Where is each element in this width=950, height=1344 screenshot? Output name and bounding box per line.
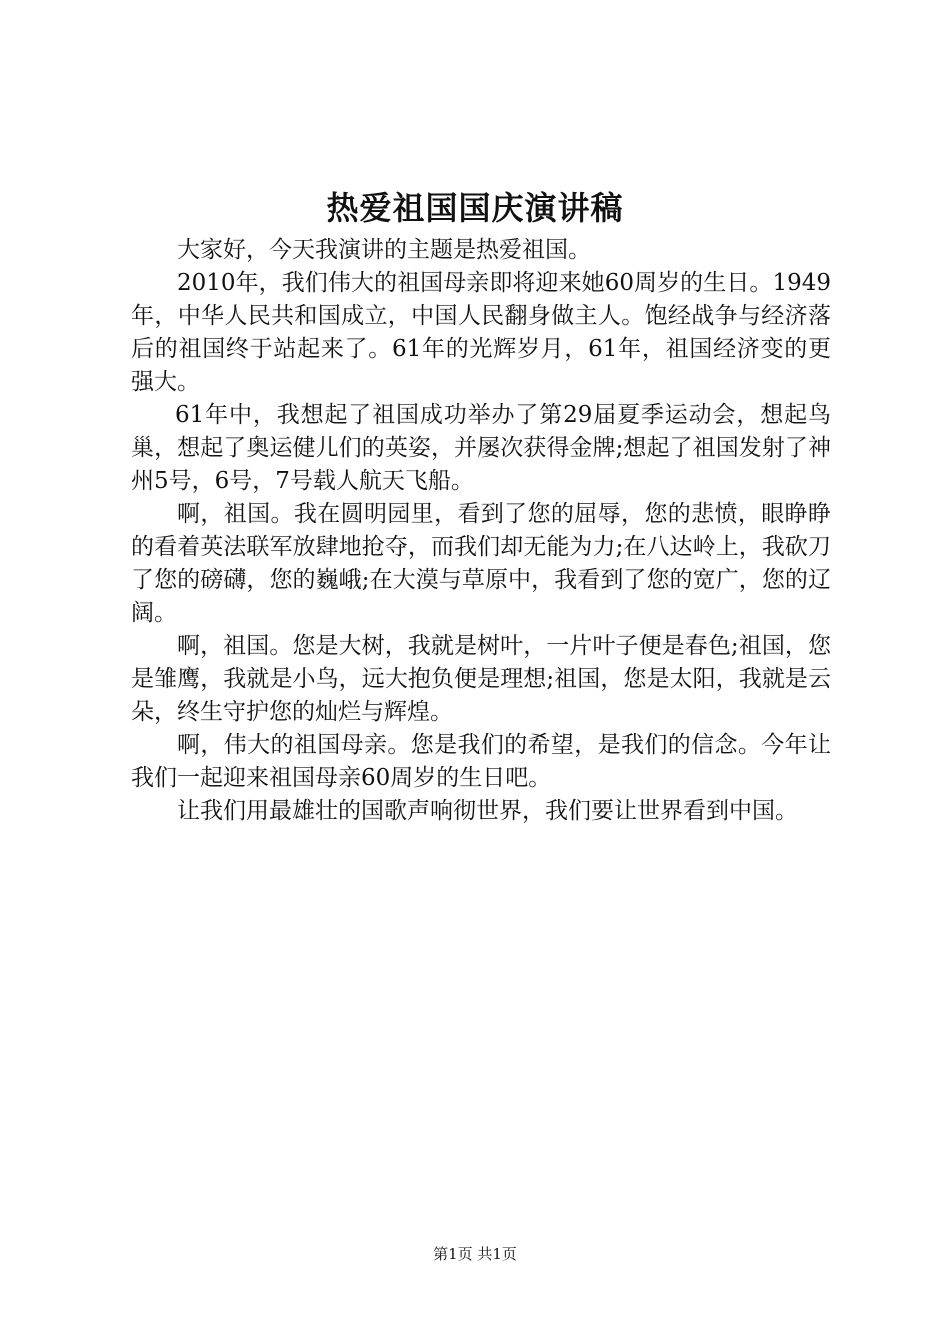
- paragraph-anthem: 让我们用最雄壮的国歌声响彻世界，我们要让世界看到中国。: [177, 798, 798, 824]
- paragraph-greeting: 大家好，今天我演讲的主题是热爱祖国。: [177, 237, 591, 263]
- paragraph-61-years: 61年中，我想起了祖国成功举办了第29届夏季运动会，想起鸟巢，想起了奥运健儿们的英姿，并屡次获得金牌;想起了祖国发射了神州5号，6号，7号载人航天飞船。: [131, 402, 831, 494]
- paragraph-yuanmingyuan: 啊，祖国。我在圆明园里，看到了您的屈辱，您的悲愤，眼睁睁的看着英法联军放肆地抢夺，而我们却无能为力;在八达岭上，我砍刀了您的磅礴，您的巍峨;在大漠与草原中，我看到了您的宽广，您的辽阔。: [131, 501, 831, 626]
- paragraph-2010: 2010年，我们伟大的祖国母亲即将迎来她60周岁的生日。1949年，中华人民共和国成立，中国人民翻身做主人。饱经战争与经济落后的祖国终于站起来了。61年的光辉岁月，61年，祖国经济变的更强大。: [131, 270, 831, 395]
- paragraph-hope: 啊，伟大的祖国母亲。您是我们的希望，是我们的信念。今年让我们一起迎来祖国母亲60周岁的生日吧。: [131, 732, 831, 791]
- page-footer: 第1页 共1页: [433, 1245, 517, 1263]
- document-body: [131, 234, 831, 828]
- document-title: 热爱祖国国庆演讲稿: [326, 189, 624, 227]
- paragraph-tree-leaf: 啊，祖国。您是大树，我就是树叶，一片叶子便是春色;祖国，您是雏鹰，我就是小鸟，远大抱负便是理想;祖国，您是太阳，我就是云朵，终生守护您的灿烂与辉煌。: [131, 633, 831, 725]
